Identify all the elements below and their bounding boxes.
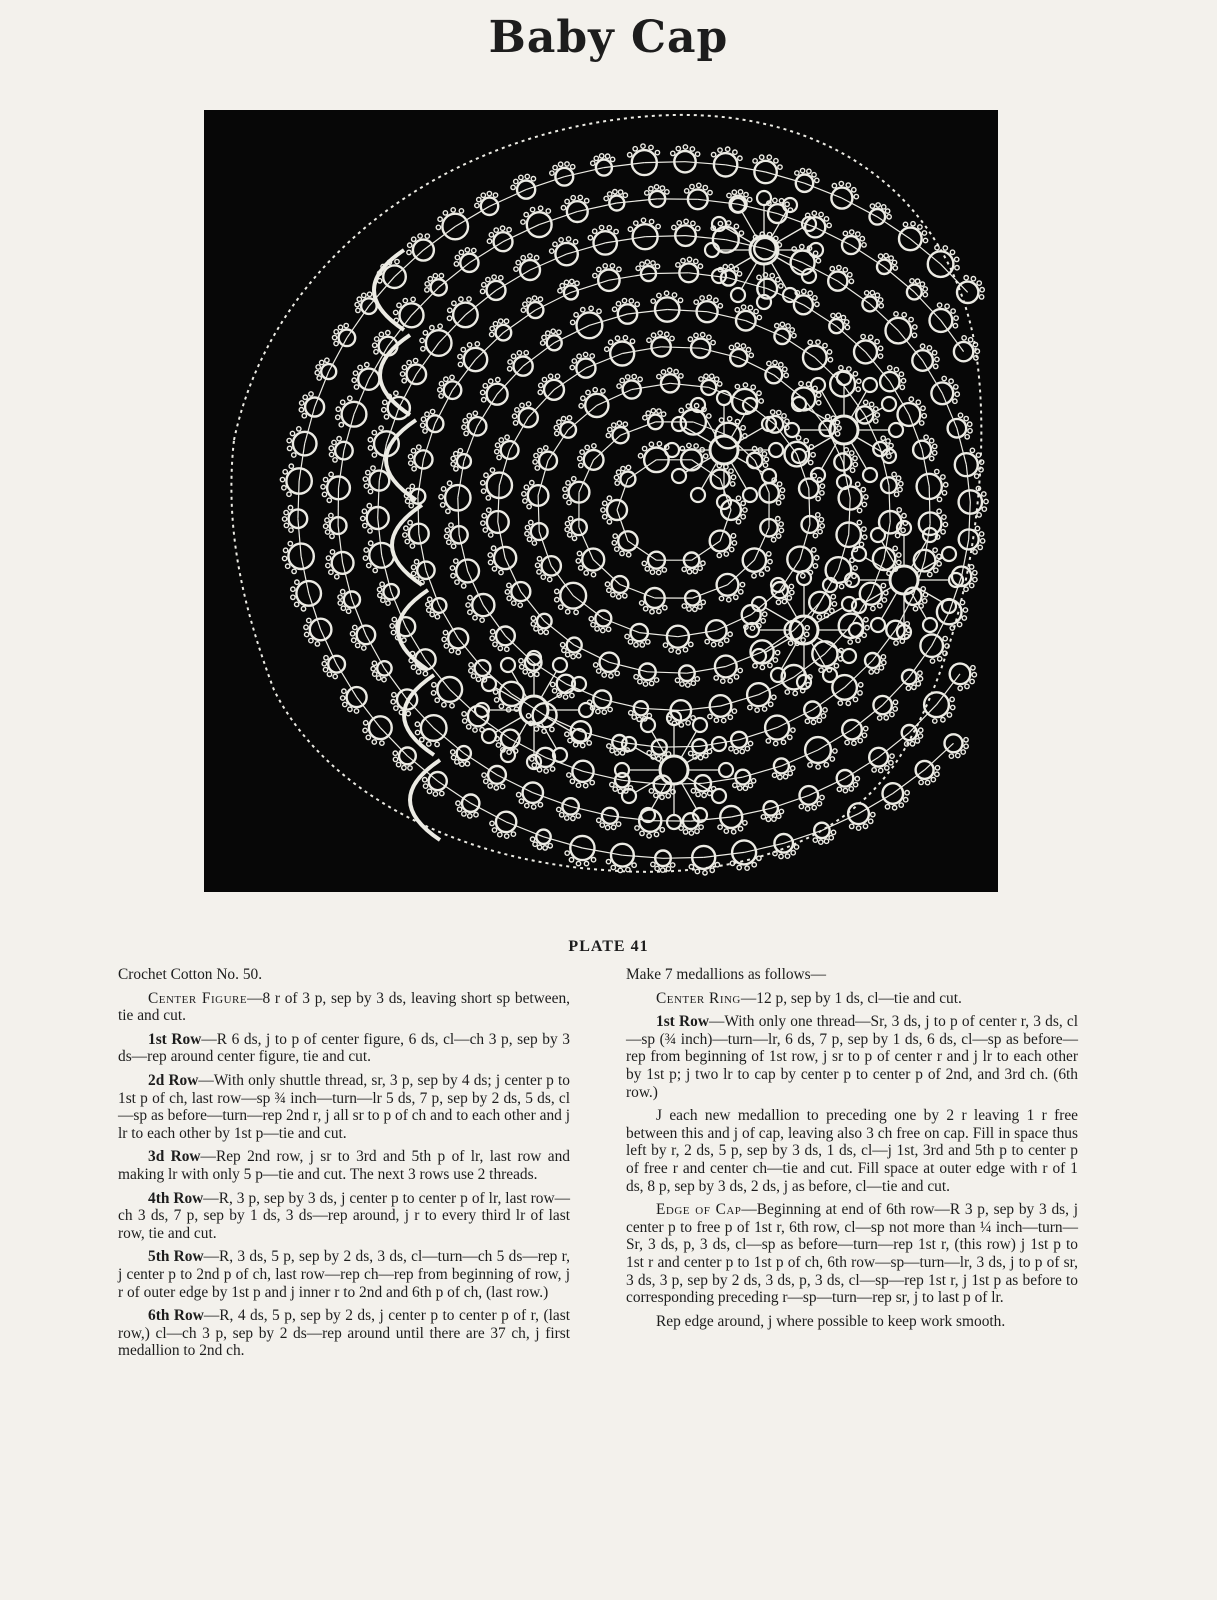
instruction-text: —12 p, sep by 1 ds, cl—tie and cut. [740, 989, 962, 1007]
page-title: Baby Cap [488, 12, 729, 63]
lace-cap-illustration [204, 110, 998, 892]
instruction-label: 1st Row [656, 1013, 709, 1031]
instruction-paragraph [118, 966, 570, 984]
instruction-paragraph [626, 1013, 1078, 1101]
instruction-text: —R, 3 ds, 5 p, sep by 2 ds, 3 ds, cl—turn—ch 5 ds—rep r, j center p to 2nd p of ch, last row—rep ch—rep from beginning of row, j r of outer edge by 1st p and j inner r to 2nd and 6th p of ch, (last row.) [118, 1248, 571, 1301]
instruction-label: 2d Row [148, 1071, 199, 1089]
instruction-label: 6th Row [148, 1307, 204, 1325]
instruction-paragraph [118, 990, 570, 1025]
instruction-text: —R, 4 ds, 5 p, sep by 2 ds, j center p to center p of r, (last row,) cl—ch 3 p, sep by 2 ds—rep around until there are 37 ch, j first medallion to 2nd ch. [118, 1307, 570, 1360]
instruction-paragraph [118, 1307, 570, 1360]
instruction-paragraph [118, 1190, 570, 1243]
instruction-paragraph [626, 1313, 1078, 1331]
instruction-text: —With only one thread—Sr, 3 ds, j to p of center r, 3 ds, cl—sp (¾ inch)—turn—lr, 6 ds, 7 p, sep by 1 ds, 6 ds, cl—sp as before—rep from beginning of 1st row, j sr to p of center r and j lr to each other by 1st p; j two lr to cap by center p to center p of 2nd, and 3rd ch. (6th row.) [626, 1013, 1079, 1101]
instruction-label: Center Figure [148, 989, 248, 1007]
instruction-label: 3d Row [148, 1148, 201, 1166]
instruction-paragraph [118, 1248, 570, 1301]
instruction-text: —With only shuttle thread, sr, 3 p, sep by 4 ds; j center p to 1st p of ch, last row—sp ¾ inch—turn—lr 5 ds, 7 p, sep by 2 ds, 5 ds, cl—sp as before—turn—rep 2nd r, j all sr to p of ch and to each other and j lr to each other by 1st p—tie and cut. [118, 1071, 570, 1142]
instruction-label: Center Ring [656, 989, 741, 1007]
instruction-text: Make 7 medallions as follows— [626, 966, 827, 983]
instruction-label: 1st Row [148, 1030, 202, 1048]
instruction-text: —R, 3 p, sep by 3 ds, j center p to center p of lr, last row—ch 3 ds, 7 p, sep by 1 ds, 3 ds—rep around, j r to every third lr of last row, tie and cut. [118, 1189, 570, 1242]
instructions-left-column [118, 966, 570, 1366]
instruction-text: —Beginning at end of 6th row—R 3 p, sep by 3 ds, j center p to free p of 1st r, 6th row, cl—sp not more than ¼ inch—turn—Sr, 3 ds, p, 3 ds, cl—sp as before—turn—rep 1st r, (this row) j 1st p to 1st r and center p to 1st p of ch, 6th row—sp—turn—lr, 3 ds, j to p of sr, 3 ds, 3 p, sep by 2 ds, 3 ds, p, 3 ds, cl—sp—rep 1st r, j 1st p as before to corresponding preceding r—sp—turn—rep sr, j to last p of lr. [626, 1201, 1078, 1307]
instruction-paragraph [626, 1201, 1078, 1307]
instruction-text: Crochet Cotton No. 50. [118, 966, 263, 983]
instruction-paragraph [118, 1072, 570, 1142]
instruction-paragraph [118, 1031, 570, 1066]
instruction-text: —Rep 2nd row, j sr to 3rd and 5th p of lr, last row and making lr with only 5 p—tie and cut. The next 3 rows use 2 threads. [118, 1148, 570, 1183]
instruction-text: —R 6 ds, j to p of center figure, 6 ds, cl—ch 3 p, sep by 3 ds—rep around center figure, tie and cut. [118, 1030, 570, 1066]
tatted-lace-cap-photo [204, 110, 998, 892]
instruction-paragraph [626, 990, 1078, 1008]
instruction-paragraph [626, 966, 1078, 984]
instruction-paragraph [626, 1107, 1078, 1195]
instruction-text: Rep edge around, j where possible to keep work smooth. [656, 1312, 1006, 1330]
instruction-text: J each new medallion to preceding one by 2 r leaving 1 r free between this and j of cap, leaving also 3 ch free on cap. Fill in space thus left by r, 2 ds, 5 p, sep by 3 ds, 1 ds, cl—j 1st, 3rd and 5th p to center p of free r and center ch—tie and cut. Fill space at outer edge with r of 1 ds, 8 p, sep by 3 ds, 2 ds, j as before, cl—tie and cut. [626, 1107, 1078, 1195]
instruction-paragraph [118, 1148, 570, 1183]
plate-caption: PLATE 41 [568, 938, 649, 955]
instruction-text: —8 r of 3 p, sep by 3 ds, leaving short sp between, tie and cut. [118, 989, 571, 1025]
instructions-right-column [626, 966, 1078, 1336]
instruction-label: 5th Row [148, 1248, 204, 1266]
instruction-label: Edge of Cap [656, 1201, 742, 1219]
instruction-label: 4th Row [148, 1189, 204, 1207]
